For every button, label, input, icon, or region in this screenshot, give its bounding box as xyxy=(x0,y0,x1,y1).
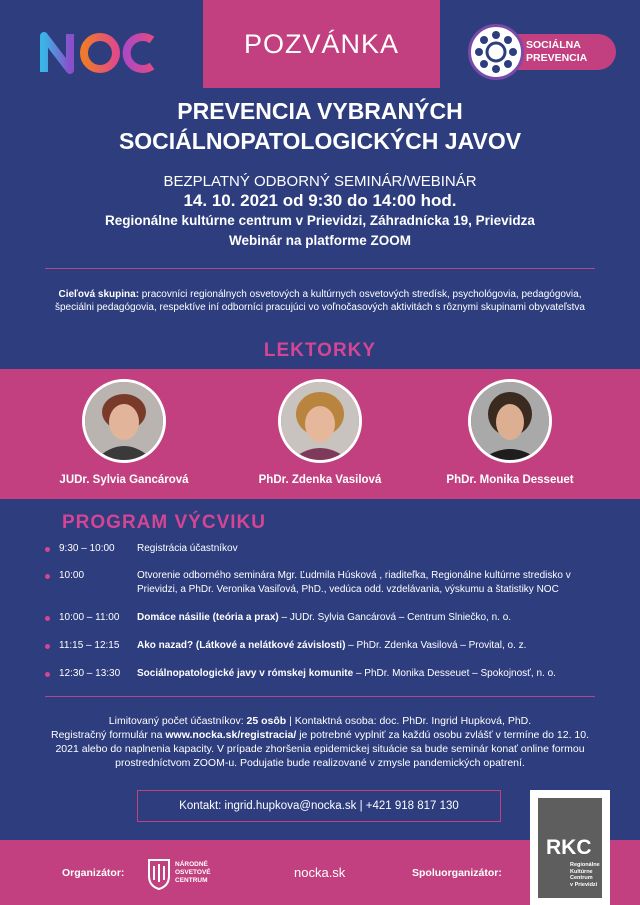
badge-pill xyxy=(508,34,616,70)
program-text: Registrácia účastníkov xyxy=(137,543,238,554)
program-desc xyxy=(137,542,612,556)
lecturer-photo xyxy=(278,379,362,463)
rkc-logo-subtext xyxy=(570,862,600,888)
program-row xyxy=(45,569,615,599)
rkc-sub4: v Prievidzi xyxy=(570,881,598,888)
lecturer-photo xyxy=(82,379,166,463)
title-line1: PREVENCIA VYBRANÝCH xyxy=(177,98,463,124)
rkc-sub2: Kultúrne xyxy=(570,868,593,875)
program-text: – PhDr. Zdenka Vasilová – Provital, o. z. xyxy=(345,640,527,651)
socialna-prevencia-badge xyxy=(468,24,618,80)
badge-line2: PREVENCIA xyxy=(526,52,588,64)
program-row xyxy=(45,667,615,683)
program-topic: Domáce násilie (teória a prax) xyxy=(137,612,279,623)
program-text: – PhDr. Monika Desseuet – Spokojnosť, n. o. xyxy=(353,668,556,679)
rkc-logo-block xyxy=(538,798,602,898)
target-group xyxy=(50,288,590,314)
nosc-line1: NÁRODNÉ xyxy=(175,861,208,868)
rkc-logo-text: RKC xyxy=(546,836,592,859)
event-subtitle: BEZPLATNÝ ODBORNÝ SEMINÁR/WEBINÁR xyxy=(163,173,477,190)
title-line2: SOCIÁLNOPATOLOGICKÝCH JAVOV xyxy=(118,128,522,154)
registration-note xyxy=(45,714,595,770)
badge-line1: SOCIÁLNA xyxy=(526,39,581,51)
note-part4: je potrebné vyplniť za každú osobu zvlášť v termíne do 12. 10. 2021 alebo do naplnenia kapacity. V prípade zhoršenia epidemickej situácie sa bude seminár konať online formou prostredníctvom ZOOM-u. Podujatie bude realizované v zmysle pandemických opatrení. xyxy=(55,729,590,769)
lecturer-photo xyxy=(468,379,552,463)
nosc-text xyxy=(175,861,211,885)
note-part1: Limitovaný počet účastníkov: xyxy=(108,715,247,727)
program-desc xyxy=(137,667,612,681)
program-time: 9:30 – 10:00 xyxy=(59,543,115,554)
registration-link[interactable]: www.nocka.sk/registracia/ xyxy=(165,729,297,741)
program-row xyxy=(45,611,615,627)
contact-box: Kontakt: ingrid.hupkova@nocka.sk | +421 918 817 130 xyxy=(137,790,501,822)
people-circle-icon xyxy=(468,24,524,80)
lecturers-heading: LEKTORKY xyxy=(263,340,377,361)
target-label: Cieľová skupina: xyxy=(58,289,140,300)
header xyxy=(0,0,640,92)
program-time: 10:00 xyxy=(59,570,85,581)
note-part2: | Kontaktná osoba: doc. PhDr. Ingrid Hupková, PhD. xyxy=(286,715,532,727)
program-topic: Ako nazad? (Látkové a nelátkové závislosti) xyxy=(137,640,346,651)
program-time: 11:15 – 12:15 xyxy=(59,640,120,651)
nosc-line2: OSVETOVÉ xyxy=(175,869,211,876)
invitation-banner: POZVÁNKA xyxy=(203,0,440,88)
lecturer-card xyxy=(24,379,224,486)
coorganizer-label: Spoluorganizátor: xyxy=(412,867,502,879)
nosc-line3: CENTRUM xyxy=(175,877,208,884)
rkc-logo xyxy=(530,790,610,905)
event-date: 14. 10. 2021 od 9:30 do 14:00 hod. xyxy=(183,191,457,210)
program-time: 12:30 – 13:30 xyxy=(59,668,121,679)
lecturers-band xyxy=(0,369,640,499)
nosc-emblem-icon xyxy=(147,856,171,890)
nosc-logo xyxy=(147,856,227,892)
lecturer-name: PhDr. Zdenka Vasilová xyxy=(258,474,382,486)
bullet-icon xyxy=(45,574,50,579)
event-venue: Regionálne kultúrne centrum v Prievidzi, Záhradnícka 19, Prievidza xyxy=(105,213,535,228)
program-topic: Sociálnopatologické javy v rómskej komunite xyxy=(137,668,354,679)
program-desc xyxy=(137,639,612,653)
lecturer-name: JUDr. Sylvia Gancárová xyxy=(59,474,189,486)
program-heading: PROGRAM VÝCVIKU xyxy=(62,512,266,533)
lecturer-card xyxy=(410,379,610,486)
program-time: 10:00 – 11:00 xyxy=(59,612,120,623)
rkc-sub3: Centrum xyxy=(570,875,593,881)
divider-bottom xyxy=(45,696,595,697)
program-text: Otvorenie odborného seminára Mgr. Ľudmila Húsková , riaditeľka, Regionálne kultúrne stredisko v Prievidzi, a PhDr. Veronika Vasiľová, PhD., vedúca odd. vzdelávania, výskumu a štatistiky NOC xyxy=(137,570,571,595)
divider-top xyxy=(45,268,595,269)
bullet-icon xyxy=(45,547,50,552)
program-desc xyxy=(137,569,612,597)
noc-logo xyxy=(40,30,160,76)
website-link[interactable]: nocka.sk xyxy=(294,865,346,880)
event-zoom: Webinár na platforme ZOOM xyxy=(228,233,412,248)
event-title xyxy=(0,96,640,156)
note-part3: Registračný formulár na xyxy=(50,729,166,741)
lecturer-name: PhDr. Monika Desseuet xyxy=(446,474,574,486)
program-desc xyxy=(137,611,612,625)
program-row xyxy=(45,639,615,655)
organizer-label: Organizátor: xyxy=(62,867,125,879)
program-row xyxy=(45,542,615,558)
lecturer-card xyxy=(220,379,420,486)
program-text: – JUDr. Sylvia Gancárová – Centrum Slniečko, n. o. xyxy=(278,612,512,623)
target-text: pracovníci regionálnych osvetových a kultúrnych osvetových stredísk, psychológovia, pedagógovia, špeciálni pedagógovia, respektíve iní odborníci pracujúci vo voľnočasových aktivitách s rôznymi skupinami obyvateľstva xyxy=(55,289,585,313)
participant-count: 25 osôb xyxy=(246,715,287,727)
bullet-icon xyxy=(45,672,50,677)
bullet-icon xyxy=(45,644,50,649)
rkc-sub1: Regionálne xyxy=(570,862,600,868)
bullet-icon xyxy=(45,616,50,621)
